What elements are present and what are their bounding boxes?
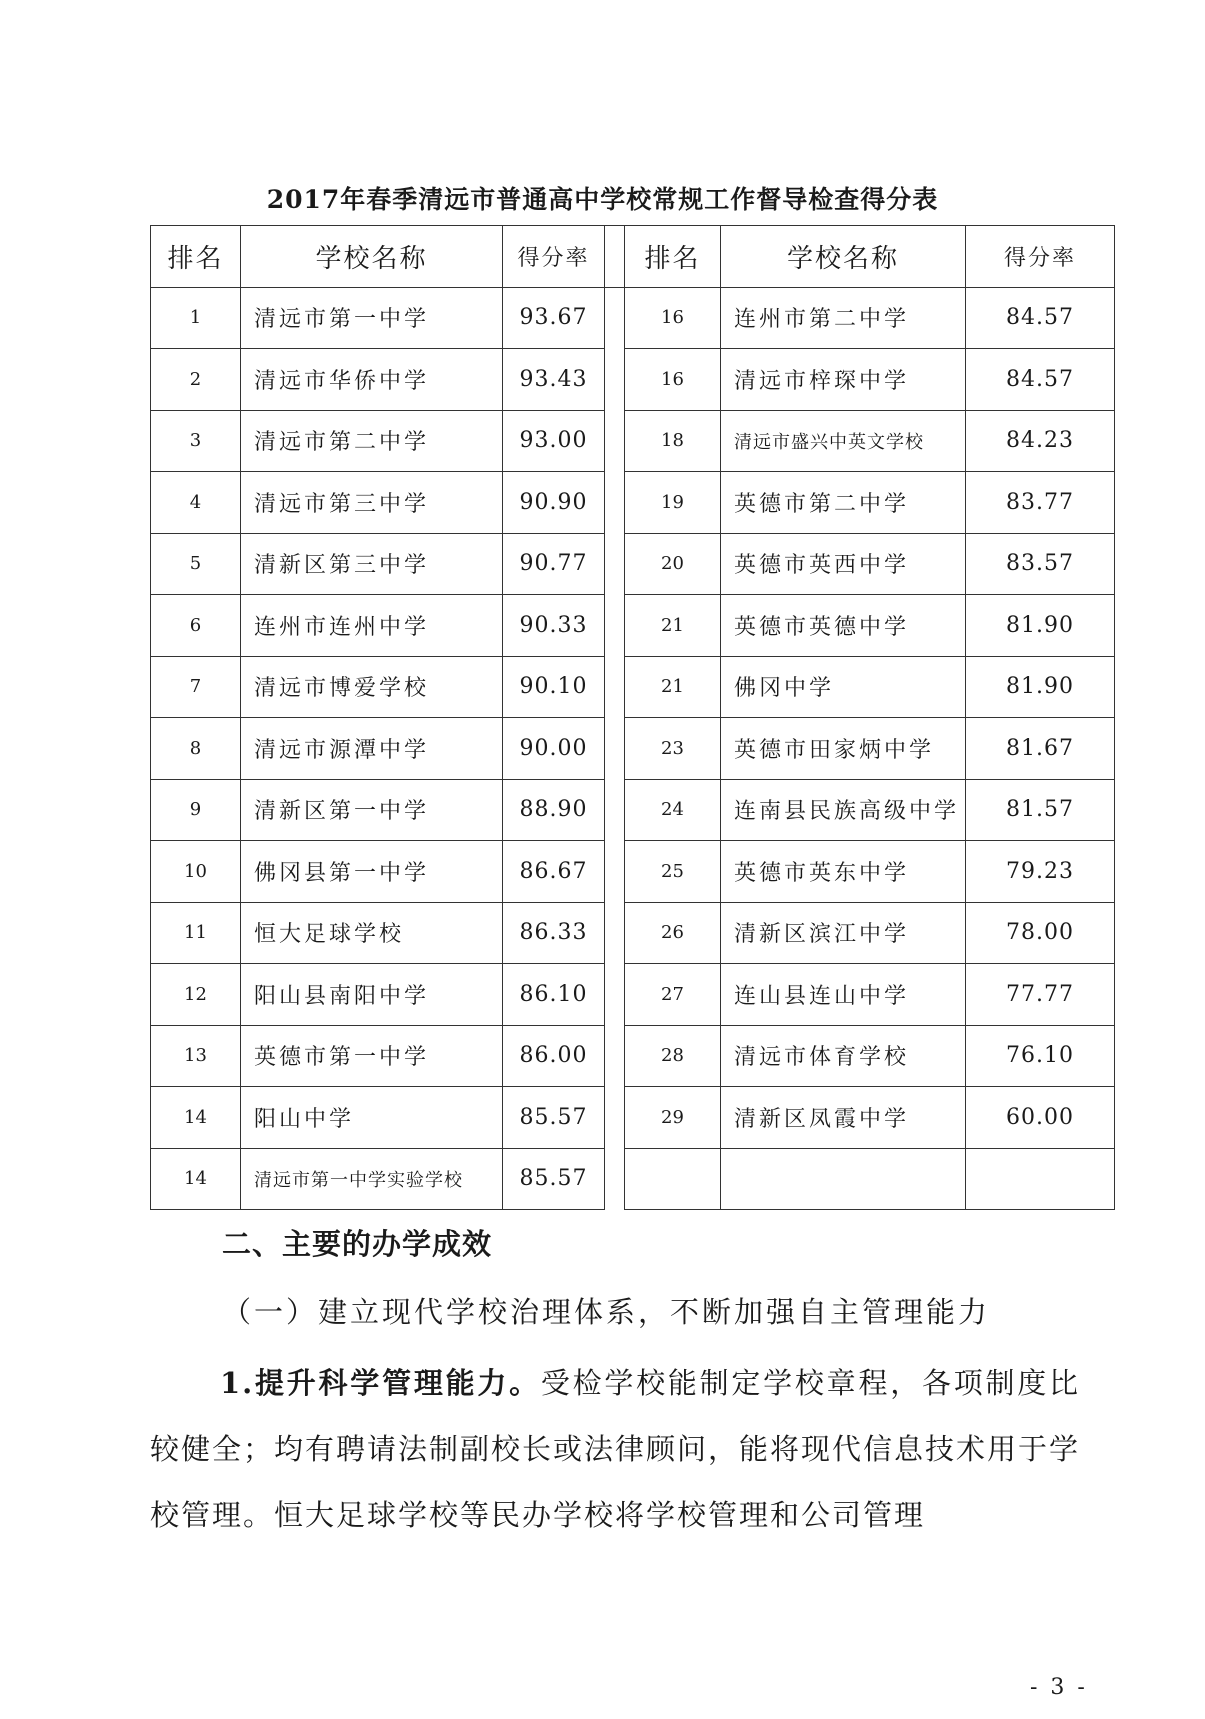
rank-cell: 9 bbox=[151, 779, 241, 841]
table-title: 2017年春季清远市普通高中学校常规工作督导检查得分表 bbox=[266, 185, 939, 214]
table-row bbox=[151, 841, 1115, 903]
rank-cell: 24 bbox=[625, 779, 721, 841]
score-cell: 81.67 bbox=[966, 718, 1115, 780]
score-cell: 83.77 bbox=[966, 472, 1115, 534]
school-name-cell: 清远市盛兴中英文学校 bbox=[721, 410, 966, 472]
score-cell: 81.90 bbox=[966, 656, 1115, 718]
column-divider bbox=[605, 226, 625, 288]
column-divider bbox=[605, 410, 625, 472]
school-name-cell: 英德市英德中学 bbox=[721, 595, 966, 657]
rank-cell: 13 bbox=[151, 1025, 241, 1087]
table-row bbox=[151, 533, 1115, 595]
table-row bbox=[151, 287, 1115, 349]
school-name-cell: 清远市第三中学 bbox=[241, 472, 503, 534]
school-name-cell: 清远市源潭中学 bbox=[241, 718, 503, 780]
school-name-cell: 英德市英东中学 bbox=[721, 841, 966, 903]
page-number: - 3 - bbox=[1030, 1675, 1088, 1700]
score-cell: 93.43 bbox=[503, 349, 605, 411]
score-cell: 90.90 bbox=[503, 472, 605, 534]
column-divider bbox=[605, 1148, 625, 1210]
column-divider bbox=[605, 841, 625, 903]
score-cell: 86.33 bbox=[503, 902, 605, 964]
table-row bbox=[151, 1025, 1115, 1087]
rank-cell: 1 bbox=[151, 287, 241, 349]
column-divider bbox=[605, 349, 625, 411]
table-body bbox=[151, 287, 1115, 1210]
school-name-cell: 连山县连山中学 bbox=[721, 964, 966, 1026]
school-name-cell: 清远市梓琛中学 bbox=[721, 349, 966, 411]
school-name-cell: 清新区滨江中学 bbox=[721, 902, 966, 964]
header-score: 得分率 bbox=[966, 226, 1115, 288]
header-rank: 排名 bbox=[625, 226, 721, 288]
paragraph-lead: 1.提升科学管理能力。 bbox=[220, 1366, 541, 1400]
school-name-cell: 清远市第一中学实验学校 bbox=[241, 1148, 503, 1210]
column-divider bbox=[605, 718, 625, 780]
column-divider bbox=[605, 533, 625, 595]
column-divider bbox=[605, 595, 625, 657]
table-row bbox=[151, 1148, 1115, 1210]
school-name-cell: 清新区第一中学 bbox=[241, 779, 503, 841]
school-name-cell: 清远市博爱学校 bbox=[241, 656, 503, 718]
school-name-cell: 清远市体育学校 bbox=[721, 1025, 966, 1087]
rank-cell: 16 bbox=[625, 287, 721, 349]
column-divider bbox=[605, 964, 625, 1026]
school-name-cell: 英德市英西中学 bbox=[721, 533, 966, 595]
header-rank: 排名 bbox=[151, 226, 241, 288]
table-row bbox=[151, 410, 1115, 472]
score-cell: 81.57 bbox=[966, 779, 1115, 841]
school-name-cell: 英德市第二中学 bbox=[721, 472, 966, 534]
rank-cell: 21 bbox=[625, 656, 721, 718]
score-cell: 77.77 bbox=[966, 964, 1115, 1026]
rank-cell: 6 bbox=[151, 595, 241, 657]
rank-cell: 18 bbox=[625, 410, 721, 472]
column-divider bbox=[605, 779, 625, 841]
rank-cell: 16 bbox=[625, 349, 721, 411]
rank-cell: 11 bbox=[151, 902, 241, 964]
rank-cell: 7 bbox=[151, 656, 241, 718]
score-cell: 76.10 bbox=[966, 1025, 1115, 1087]
score-cell: 81.90 bbox=[966, 595, 1115, 657]
rank-cell: 27 bbox=[625, 964, 721, 1026]
score-cell: 86.67 bbox=[503, 841, 605, 903]
column-divider bbox=[605, 1087, 625, 1149]
score-cell: 93.00 bbox=[503, 410, 605, 472]
column-divider bbox=[605, 472, 625, 534]
table-row bbox=[151, 964, 1115, 1026]
table-row bbox=[151, 595, 1115, 657]
rank-cell: 14 bbox=[151, 1148, 241, 1210]
column-divider bbox=[605, 287, 625, 349]
school-name-cell: 佛冈中学 bbox=[721, 656, 966, 718]
table-row bbox=[151, 472, 1115, 534]
score-cell: 90.10 bbox=[503, 656, 605, 718]
rank-cell: 14 bbox=[151, 1087, 241, 1149]
column-divider bbox=[605, 902, 625, 964]
school-name-cell: 佛冈县第一中学 bbox=[241, 841, 503, 903]
score-cell: 83.57 bbox=[966, 533, 1115, 595]
rank-cell: 29 bbox=[625, 1087, 721, 1149]
score-cell: 79.23 bbox=[966, 841, 1115, 903]
paragraph-text: 受检学校能制定学校章程，各项制度比较健全；均有聘请法制副校长或法律顾问，能将现代信息技术用于学校管理。恒大足球学校等民办学校将学校管理和公司管理 bbox=[150, 1366, 1081, 1532]
rank-cell: 3 bbox=[151, 410, 241, 472]
school-name-cell: 清远市第二中学 bbox=[241, 410, 503, 472]
rank-cell: 25 bbox=[625, 841, 721, 903]
rank-cell: 4 bbox=[151, 472, 241, 534]
school-name-cell: 连州市第二中学 bbox=[721, 287, 966, 349]
school-name-cell: 清新区凤霞中学 bbox=[721, 1087, 966, 1149]
table-header-row bbox=[151, 226, 1115, 288]
rank-cell: 19 bbox=[625, 472, 721, 534]
table-row bbox=[151, 1087, 1115, 1149]
table-row bbox=[151, 349, 1115, 411]
school-name-cell: 恒大足球学校 bbox=[241, 902, 503, 964]
score-table bbox=[150, 225, 1115, 1210]
school-name-cell: 阳山县南阳中学 bbox=[241, 964, 503, 1026]
table-row bbox=[151, 779, 1115, 841]
rank-cell: 28 bbox=[625, 1025, 721, 1087]
school-name-cell: 清远市第一中学 bbox=[241, 287, 503, 349]
column-divider bbox=[605, 1025, 625, 1087]
school-name-cell: 英德市田家炳中学 bbox=[721, 718, 966, 780]
section-heading: 二、主要的办学成效 bbox=[222, 1227, 493, 1261]
score-cell bbox=[966, 1148, 1115, 1210]
rank-cell: 26 bbox=[625, 902, 721, 964]
table-row bbox=[151, 902, 1115, 964]
header-score: 得分率 bbox=[503, 226, 605, 288]
rank-cell: 20 bbox=[625, 533, 721, 595]
score-cell: 85.57 bbox=[503, 1148, 605, 1210]
rank-cell: 23 bbox=[625, 718, 721, 780]
school-name-cell: 英德市第一中学 bbox=[241, 1025, 503, 1087]
rank-cell bbox=[625, 1148, 721, 1210]
score-cell: 90.00 bbox=[503, 718, 605, 780]
score-cell: 60.00 bbox=[966, 1087, 1115, 1149]
score-cell: 90.33 bbox=[503, 595, 605, 657]
subsection-heading: （一）建立现代学校治理体系，不断加强自主管理能力 bbox=[222, 1295, 991, 1329]
rank-cell: 21 bbox=[625, 595, 721, 657]
school-name-cell bbox=[721, 1148, 966, 1210]
score-cell: 84.57 bbox=[966, 287, 1115, 349]
body-paragraph bbox=[150, 1350, 1080, 1548]
rank-cell: 8 bbox=[151, 718, 241, 780]
rank-cell: 2 bbox=[151, 349, 241, 411]
rank-cell: 5 bbox=[151, 533, 241, 595]
school-name-cell: 阳山中学 bbox=[241, 1087, 503, 1149]
school-name-cell: 清远市华侨中学 bbox=[241, 349, 503, 411]
rank-cell: 10 bbox=[151, 841, 241, 903]
school-name-cell: 连南县民族高级中学 bbox=[721, 779, 966, 841]
score-cell: 78.00 bbox=[966, 902, 1115, 964]
score-cell: 86.10 bbox=[503, 964, 605, 1026]
score-cell: 84.23 bbox=[966, 410, 1115, 472]
score-cell: 88.90 bbox=[503, 779, 605, 841]
header-school: 学校名称 bbox=[241, 226, 503, 288]
header-school: 学校名称 bbox=[721, 226, 966, 288]
school-name-cell: 清新区第三中学 bbox=[241, 533, 503, 595]
table-row bbox=[151, 718, 1115, 780]
score-cell: 84.57 bbox=[966, 349, 1115, 411]
rank-cell: 12 bbox=[151, 964, 241, 1026]
table-row bbox=[151, 656, 1115, 718]
score-cell: 85.57 bbox=[503, 1087, 605, 1149]
score-cell: 90.77 bbox=[503, 533, 605, 595]
school-name-cell: 连州市连州中学 bbox=[241, 595, 503, 657]
column-divider bbox=[605, 656, 625, 718]
score-cell: 86.00 bbox=[503, 1025, 605, 1087]
score-cell: 93.67 bbox=[503, 287, 605, 349]
